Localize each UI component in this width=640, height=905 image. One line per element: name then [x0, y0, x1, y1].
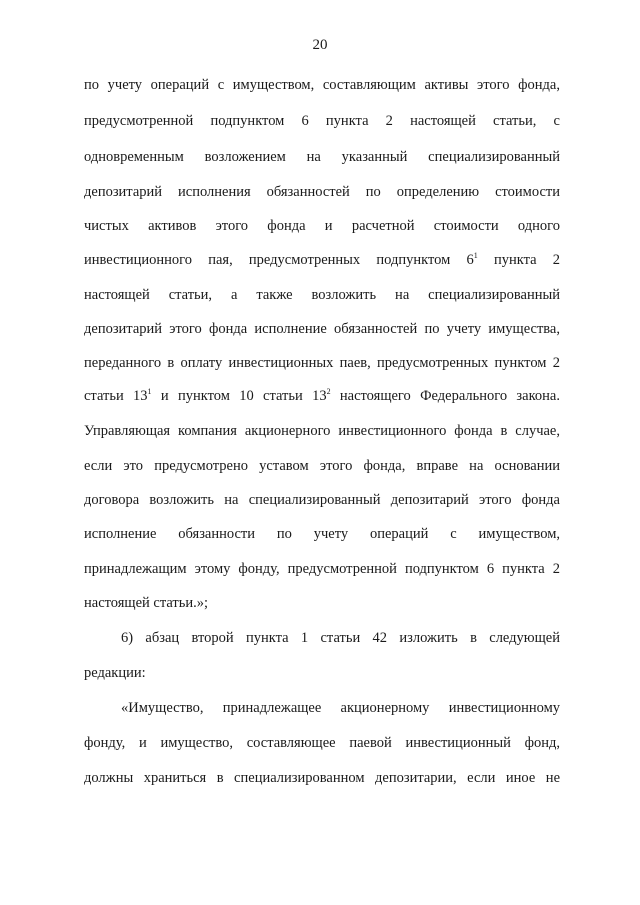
text-line: настоящей статьи, а также возложить на специализированный: [84, 287, 560, 303]
text-line: «Имущество, принадлежащее акционерному инвестиционному: [121, 700, 560, 716]
text-line: депозитарий исполнения обязанностей по определению стоимости: [84, 184, 560, 200]
text-line: по учету операций с имуществом, составляющим активы этого фонда,: [84, 77, 560, 93]
text-line: одновременным возложением на указанный специализированный: [84, 149, 560, 165]
text-line: 6) абзац второй пункта 1 статьи 42 изложить в следующей: [121, 630, 560, 646]
text-line: [84, 250, 560, 270]
text-line: Управляющая компания акционерного инвестиционного фонда в случае,: [84, 423, 560, 439]
text-fragment: пункта 2: [477, 252, 560, 268]
text-fragment: и пунктом 10 статьи 13: [151, 388, 327, 404]
superscript: 2: [326, 387, 331, 396]
superscript: 1: [473, 251, 478, 260]
superscript: 1: [147, 387, 152, 396]
text-line: депозитарий этого фонда исполнение обязанностей по учету имущества,: [84, 321, 560, 337]
text-line: фонду, и имущество, составляющее паевой инвестиционный фонд,: [84, 735, 560, 751]
text-line: должны храниться в специализированном депозитарии, если иное не: [84, 770, 560, 786]
text-fragment: инвестиционного пая, предусмотренных подпунктом 6: [84, 252, 474, 268]
text-line: если это предусмотрено уставом этого фонда, вправе на основании: [84, 458, 560, 474]
text-fragment: статьи 13: [84, 388, 148, 404]
text-line: принадлежащим этому фонду, предусмотренной подпунктом 6 пункта 2: [84, 561, 560, 577]
page-number: 20: [312, 37, 328, 53]
text-line: исполнение обязанности по учету операций с имуществом,: [84, 526, 560, 542]
text-line: настоящей статьи.»;: [84, 595, 209, 611]
text-line: чистых активов этого фонда и расчетной стоимости одного: [84, 218, 560, 234]
text-line: переданного в оплату инвестиционных паев, предусмотренных пунктом 2: [84, 355, 560, 371]
text-line: предусмотренной подпунктом 6 пункта 2 настоящей статьи, с: [84, 113, 560, 129]
text-line: редакции:: [84, 665, 146, 681]
text-line: договора возложить на специализированный депозитарий этого фонда: [84, 492, 560, 508]
text-fragment: настоящего Федерального закона.: [330, 388, 560, 404]
text-line: [84, 386, 560, 406]
